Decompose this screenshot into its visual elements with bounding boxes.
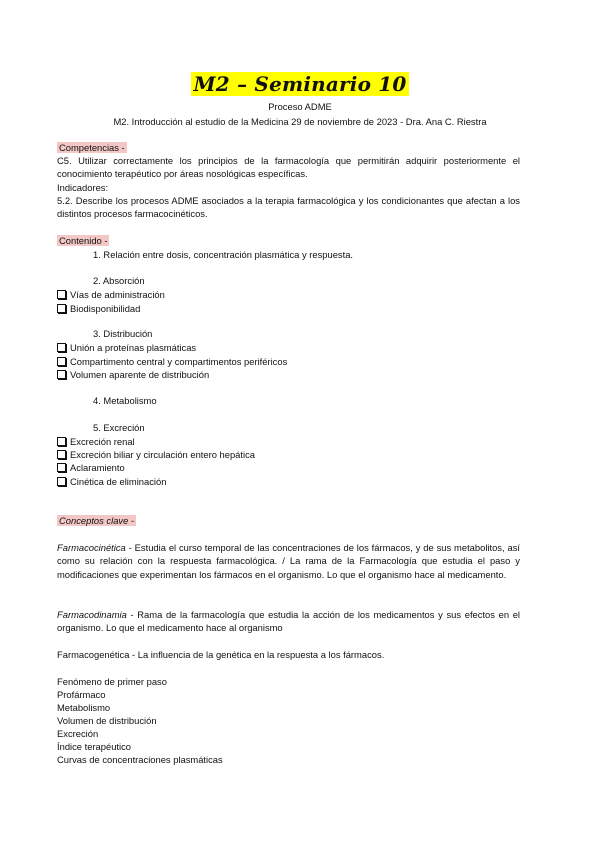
checkbox-bullet-icon	[57, 437, 66, 446]
contenido-item-4: 4. Metabolismo	[93, 395, 157, 406]
conceptos-heading: Conceptos clave -	[59, 515, 135, 526]
list-item: Vías de administración	[57, 288, 165, 301]
list-item: Fenómeno de primer paso	[57, 676, 167, 687]
list-item: Volumen aparente de distribución	[57, 368, 209, 381]
checkbox-bullet-icon	[57, 343, 66, 352]
list-item: Unión a proteínas plasmáticas	[57, 341, 196, 354]
checkbox-bullet-icon	[57, 463, 66, 472]
checkbox-bullet-icon	[57, 450, 66, 459]
list-item: Excreción biliar y circulación entero hepática	[57, 448, 255, 461]
list-item: Excreción renal	[57, 435, 135, 448]
competencias-heading: Competencias -	[59, 142, 125, 153]
list-item: Biodisponibilidad	[57, 302, 140, 315]
indicador-5-2: 5.2. Describe los procesos ADME asociados a la terapia farmacológica y los condicionantes que afectan a los distintos procesos farmacocinéticos.	[57, 195, 520, 220]
document-title: M2 – Seminario 10	[193, 72, 407, 96]
list-item: Compartimento central y compartimentos periféricos	[57, 355, 287, 368]
list-item: Aclaramiento	[57, 461, 125, 474]
subtitle: Proceso ADME	[268, 101, 332, 112]
list-item: Profármaco	[57, 689, 106, 700]
competencia-c5: C5. Utilizar correctamente los principios de la farmacología que permitirán adquirir posteriormente el conocimiento terapéutico por áreas nosológicas específicas.	[57, 155, 520, 180]
contenido-item-3: 3. Distribución	[93, 328, 153, 339]
indicadores-label: Indicadores:	[57, 182, 109, 193]
farmacodinamia-definition: Farmacodinamia - Rama de la farmacología que estudia la acción de los medicamentos y sus efectos en el organismo. Lo que el medicamento hace al organismo	[57, 609, 520, 634]
contenido-heading: Contenido -	[59, 235, 108, 246]
checkbox-bullet-icon	[57, 370, 66, 379]
checkbox-bullet-icon	[57, 290, 66, 299]
checkbox-bullet-icon	[57, 357, 66, 366]
list-item: Curvas de concentraciones plasmáticas	[57, 754, 223, 765]
course-info: M2. Introducción al estudio de la Medicina 29 de noviembre de 2023 - Dra. Ana C. Riestra	[113, 116, 487, 127]
contenido-item-5: 5. Excreción	[93, 422, 145, 433]
list-item: Excreción	[57, 728, 99, 739]
list-item: Índice terapéutico	[57, 741, 132, 752]
list-item: Metabolismo	[57, 702, 111, 713]
farmacogenetica-definition: Farmacogenética - La influencia de la genética en la respuesta a los fármacos.	[57, 649, 385, 660]
list-item: Cinética de eliminación	[57, 475, 166, 488]
list-item: Volumen de distribución	[57, 715, 157, 726]
contenido-item-1: 1. Relación entre dosis, concentración plasmática y respuesta.	[93, 249, 354, 260]
checkbox-bullet-icon	[57, 477, 66, 486]
checkbox-bullet-icon	[57, 304, 66, 313]
farmacocinetica-definition: Farmacocinética - Estudia el curso temporal de las concentraciones de los fármacos, y de sus metabolitos, así como su relación con la respuesta farmacológica. / La rama de la Farmacología que estudia el paso y modificaciones que experimentan los fármacos en el organismo. Lo que el organismo hace al medicamento.	[57, 542, 520, 580]
contenido-item-2: 2. Absorción	[93, 275, 145, 286]
